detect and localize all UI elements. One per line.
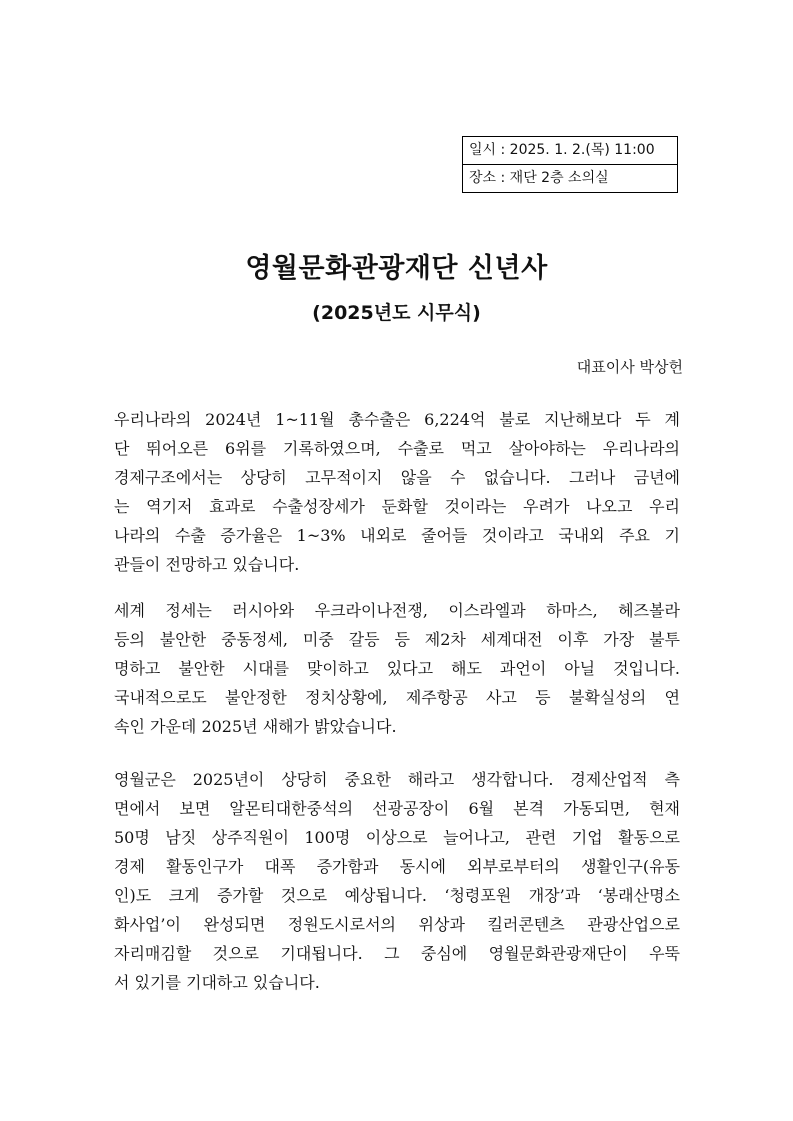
author-signature: 대표이사 박상헌 <box>576 358 683 376</box>
text-line: 영월군은 2025년이 상당히 중요한 해라고 생각합니다. 경제산업적 측 <box>114 770 680 789</box>
text-line: 인)도 크게 증가할 것으로 예상됩니다. ‘청령포원 개장’과 ‘봉래산명소 <box>114 886 680 905</box>
text-line: 경제구조에서는 상당히 고무적이지 않을 수 없습니다. 그러나 금년에 <box>114 468 680 487</box>
text-line: 우리나라의 2024년 1~11월 총수출은 6,224억 불로 지난해보다 두 계 <box>114 410 680 429</box>
text-line: 관들이 전망하고 있습니다. <box>114 555 300 574</box>
document-title: 영월문화관광재단 신년사 <box>245 253 548 284</box>
text-line: 국내적으로도 불안정한 정치상황에, 제주항공 사고 등 불확실성의 연 <box>114 688 680 707</box>
body-paragraph-2 <box>114 596 680 741</box>
body-paragraph-3 <box>114 765 680 997</box>
text-line: 면에서 보면 알몬티대한중석의 선광공장이 6월 본격 가동되면, 현재 <box>114 799 680 818</box>
text-line: 화사업’이 완성되면 정원도시로서의 위상과 킬러콘텐츠 관광산업으로 <box>114 915 680 934</box>
text-line: 등의 불안한 중동정세, 미중 갈등 등 제2차 세계대전 이후 가장 불투 <box>114 630 680 649</box>
text-line: 단 뛰어오른 6위를 기록하였으며, 수출로 먹고 살아야하는 우리나라의 <box>114 439 680 458</box>
text-line: 50명 남짓 상주직원이 100명 이상으로 늘어나고, 관련 기업 활동으로 <box>114 828 680 847</box>
meeting-info-box <box>462 136 678 193</box>
text-line: 는 역기저 효과로 수출성장세가 둔화할 것이라는 우려가 나오고 우리 <box>114 497 680 516</box>
text-line: 명하고 불안한 시대를 맞이하고 있다고 해도 과언이 아닐 것입니다. <box>114 659 680 678</box>
text-line: 경제 활동인구가 대폭 증가함과 동시에 외부로부터의 생활인구(유동 <box>114 857 680 876</box>
document-subtitle: (2025년도 시무식) <box>312 302 481 324</box>
body-paragraph-1 <box>114 405 680 579</box>
text-line: 서 있기를 기대하고 있습니다. <box>114 973 320 992</box>
text-line: 자리매김할 것으로 기대됩니다. 그 중심에 영월문화관광재단이 우뚝 <box>114 944 680 963</box>
text-line: 속인 가운데 2025년 새해가 밝았습니다. <box>114 717 397 736</box>
meeting-place: 장소 : 재단 2층 소의실 <box>463 164 677 192</box>
meeting-date-time: 일시 : 2025. 1. 2.(목) 11:00 <box>469 142 655 158</box>
text-line: 나라의 수출 증가율은 1~3% 내외로 줄어들 것이라고 국내외 주요 기 <box>114 526 680 545</box>
text-line: 세계 정세는 러시아와 우크라이나전쟁, 이스라엘과 하마스, 헤즈볼라 <box>114 601 680 620</box>
